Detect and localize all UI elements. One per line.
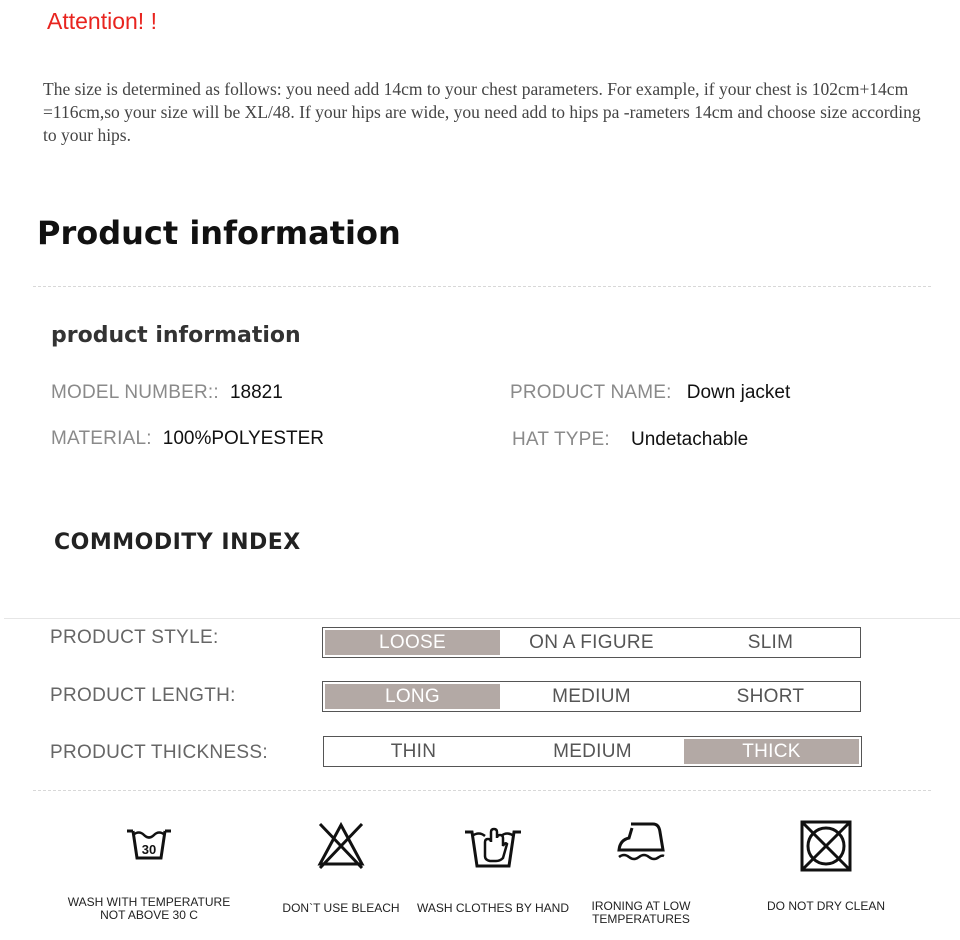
style-label: PRODUCT STYLE: [50, 627, 219, 648]
care-no-bleach [271, 818, 411, 915]
length-scale [322, 681, 861, 712]
hand-wash-icon [463, 818, 523, 872]
tub-number: 30 [141, 842, 157, 857]
divider [33, 286, 931, 287]
care-label: DO NOT DRY CLEAN [766, 899, 886, 913]
model-value: 18821 [229, 382, 283, 403]
page-title: Product information [37, 214, 401, 252]
care-label: WASH WITH TEMPERATURE NOT ABOVE 30 C [67, 895, 231, 922]
no-bleach-icon [314, 818, 368, 872]
model-label: MODEL NUMBER:: [51, 382, 219, 403]
divider [33, 790, 931, 791]
model-row [51, 382, 283, 404]
product-name-label: PRODUCT NAME: [510, 382, 672, 403]
section-title-product-info: product information [51, 323, 301, 348]
care-label: DON`T USE BLEACH [282, 901, 400, 915]
care-no-dry-clean [756, 818, 896, 913]
size-note: The size is determined as follows: you need add 14cm to your chest parameters. For example, if your chest is 102cm+14cm =116cm,so your size will be XL/48. If your hips are wide, you need add to hips pa -rameters 14cm and choose size according to your hips. [43, 79, 921, 145]
care-iron-low [576, 818, 706, 926]
material-value: 100%POLYESTER [162, 428, 325, 449]
wash-30-icon [124, 818, 174, 868]
hat-type-value: Undetachable [630, 429, 749, 450]
thickness-option: THIN [390, 740, 437, 762]
material-row [51, 428, 324, 450]
thickness-scale [323, 736, 862, 767]
length-option: LONG [325, 684, 500, 709]
style-scale [322, 627, 861, 658]
attention-heading: Attention! ! [47, 8, 157, 34]
thickness-label: PRODUCT THICKNESS: [50, 742, 268, 763]
hat-type-label: HAT TYPE: [512, 429, 610, 450]
name-row [510, 382, 790, 404]
care-label: WASH CLOTHES BY HAND [416, 901, 570, 915]
hat-row [512, 429, 748, 451]
thickness-option: MEDIUM [553, 740, 632, 762]
style-option: LOOSE [325, 630, 500, 655]
length-label: PRODUCT LENGTH: [50, 685, 236, 706]
length-option: SHORT [736, 685, 805, 707]
thickness-option: THICK [684, 739, 859, 764]
divider [4, 618, 960, 619]
no-dry-clean-icon [798, 818, 854, 874]
section-title-commodity: COMMODITY INDEX [54, 530, 301, 555]
style-option: SLIM [747, 631, 794, 653]
iron-low-icon [615, 818, 667, 866]
length-option: MEDIUM [552, 685, 631, 707]
care-label: IRONING AT LOW TEMPERATURES [591, 899, 691, 926]
care-hand-wash [413, 818, 573, 915]
product-name-value: Down jacket [686, 382, 791, 403]
care-wash-30 [59, 818, 239, 922]
style-option: ON A FIGURE [529, 631, 654, 653]
material-label: MATERIAL: [51, 428, 152, 449]
